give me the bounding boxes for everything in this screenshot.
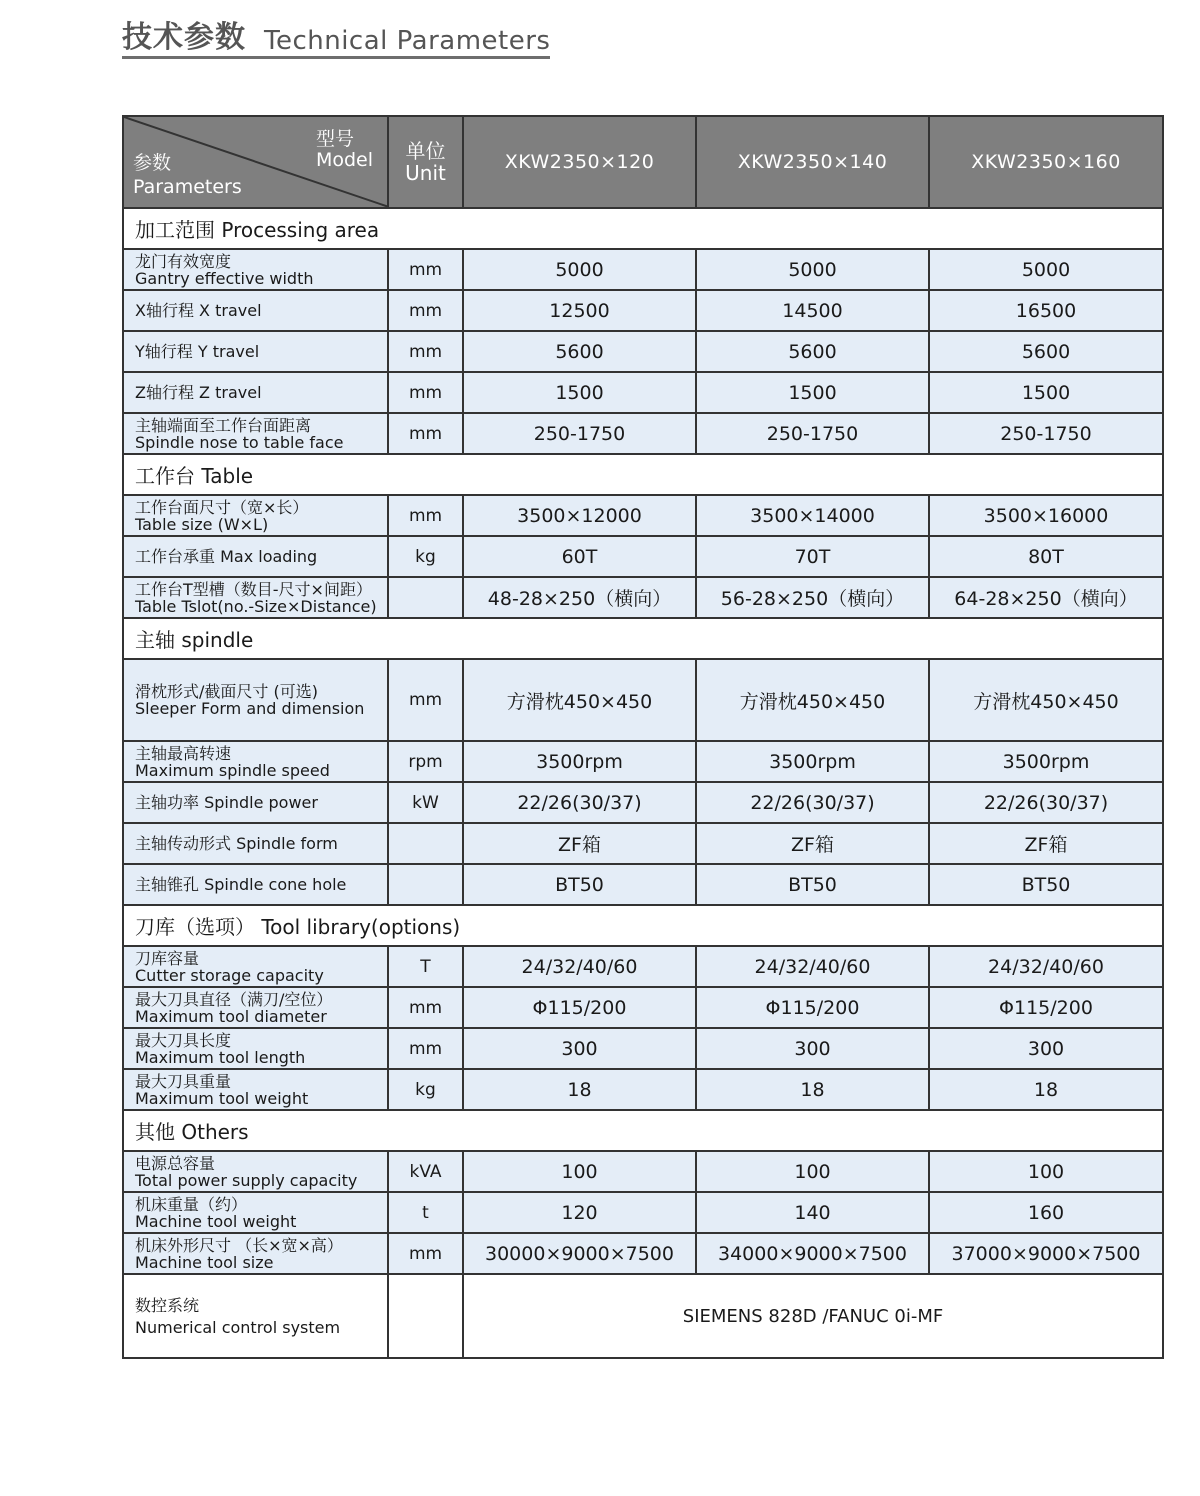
row-unit (388, 1274, 463, 1358)
row-unit (388, 864, 463, 905)
label-cn: 机床外形尺寸 （长×宽×高） (135, 1235, 343, 1255)
table-row (123, 1028, 1163, 1069)
row-label (123, 1069, 388, 1110)
row-label (123, 413, 388, 454)
row-unit: kg (388, 536, 463, 577)
row-unit: mm (388, 659, 463, 741)
table-row (123, 495, 1163, 536)
row-value: BT50 (463, 864, 696, 905)
header-model-cn: 型号 (315, 128, 354, 150)
header-unit-en: Unit (405, 161, 446, 185)
label-en: Maximum tool weight (135, 1088, 309, 1108)
row-unit (388, 823, 463, 864)
row-value: 18 (929, 1069, 1163, 1110)
row-value: 300 (929, 1028, 1163, 1069)
label-cn: 最大刀具长度 (135, 1030, 232, 1050)
row-unit: mm (388, 372, 463, 413)
row-value: 100 (696, 1151, 929, 1192)
row-unit: mm (388, 413, 463, 454)
label-cn: 主轴端面至工作台面距离 (135, 415, 312, 435)
label-en: Cutter storage capacity (135, 965, 324, 985)
row-value: 22/26(30/37) (929, 782, 1163, 823)
table-row (123, 536, 1163, 577)
row-unit: mm (388, 495, 463, 536)
title-underline (122, 56, 550, 59)
label-en: Machine tool weight (135, 1211, 297, 1231)
section-spindle: 主轴 spindle (123, 618, 1163, 659)
label-en: Table size (W×L) (135, 514, 269, 534)
row-value: 160 (929, 1192, 1163, 1233)
row-value: 30000×9000×7500 (463, 1233, 696, 1274)
header-param-cn: 参数 (133, 152, 172, 174)
row-unit: kg (388, 1069, 463, 1110)
row-value: 12500 (463, 290, 696, 331)
header-unit (388, 116, 463, 208)
table-row (123, 1274, 1163, 1358)
row-value: Φ115/200 (696, 987, 929, 1028)
header-param-en: Parameters (133, 176, 242, 198)
table-row (123, 987, 1163, 1028)
table-row (123, 372, 1163, 413)
row-value: 5600 (696, 331, 929, 372)
table-row (123, 823, 1163, 864)
row-value: 3500×16000 (929, 495, 1163, 536)
label-cn: 最大刀具直径（满刀/空位） (135, 989, 333, 1009)
label-cn: 电源总容量 (135, 1153, 216, 1173)
row-label (123, 1274, 388, 1358)
row-value: BT50 (929, 864, 1163, 905)
row-label (123, 741, 388, 782)
section-table: 工作台 Table (123, 454, 1163, 495)
row-label (123, 987, 388, 1028)
table-row (123, 1069, 1163, 1110)
row-value: 3500rpm (463, 741, 696, 782)
header-model-1: XKW2350×120 (463, 116, 696, 208)
label-en: Maximum spindle speed (135, 760, 330, 780)
row-label: 工作台承重 Max loading (123, 536, 388, 577)
row-value: 80T (929, 536, 1163, 577)
row-unit: t (388, 1192, 463, 1233)
header-unit-cn: 单位 (405, 139, 446, 163)
row-value: 3500×12000 (463, 495, 696, 536)
row-unit: T (388, 946, 463, 987)
row-label (123, 659, 388, 741)
row-value: ZF箱 (929, 823, 1163, 864)
row-unit: mm (388, 987, 463, 1028)
row-label: 主轴功率 Spindle power (123, 782, 388, 823)
row-unit: mm (388, 249, 463, 290)
section-processing-area: 加工范围 Processing area (123, 208, 1163, 249)
row-label (123, 577, 388, 618)
row-label (123, 495, 388, 536)
row-label (123, 946, 388, 987)
row-unit: rpm (388, 741, 463, 782)
row-value: 16500 (929, 290, 1163, 331)
row-value: 300 (463, 1028, 696, 1069)
row-value: Φ115/200 (929, 987, 1163, 1028)
table-header-row (123, 116, 1163, 208)
row-value: 3500rpm (696, 741, 929, 782)
row-value: 100 (929, 1151, 1163, 1192)
row-value: 64-28×250（横向） (929, 577, 1163, 618)
header-model-3: XKW2350×160 (929, 116, 1163, 208)
label-en: Gantry effective width (135, 268, 314, 288)
table-row (123, 946, 1163, 987)
row-value: 18 (463, 1069, 696, 1110)
table-row (123, 864, 1163, 905)
table-row (123, 331, 1163, 372)
row-value: ZF箱 (463, 823, 696, 864)
row-unit: kVA (388, 1151, 463, 1192)
label-cn: 机床重量（约） (135, 1194, 248, 1214)
row-label (123, 1028, 388, 1069)
row-value: 300 (696, 1028, 929, 1069)
table-row (123, 659, 1163, 741)
row-value: 70T (696, 536, 929, 577)
row-value: 方滑枕450×450 (463, 659, 696, 741)
table-row (123, 782, 1163, 823)
row-value: 34000×9000×7500 (696, 1233, 929, 1274)
row-value: 1500 (696, 372, 929, 413)
row-unit: mm (388, 1028, 463, 1069)
table-row (123, 741, 1163, 782)
label-en: Maximum tool length (135, 1047, 306, 1067)
label-cn: 龙门有效宽度 (135, 251, 232, 271)
row-value: 3500rpm (929, 741, 1163, 782)
row-value: 37000×9000×7500 (929, 1233, 1163, 1274)
row-unit: kW (388, 782, 463, 823)
table-row (123, 1192, 1163, 1233)
row-value: 18 (696, 1069, 929, 1110)
label-en: Machine tool size (135, 1252, 274, 1272)
row-value: 60T (463, 536, 696, 577)
row-value: 方滑枕450×450 (696, 659, 929, 741)
label-en: Numerical control system (135, 1317, 341, 1337)
table-row (123, 290, 1163, 331)
row-value: 5000 (463, 249, 696, 290)
row-label: Z轴行程 Z travel (123, 372, 388, 413)
row-value: 24/32/40/60 (696, 946, 929, 987)
label-en: Maximum tool diameter (135, 1006, 327, 1026)
row-unit: mm (388, 290, 463, 331)
row-value: Φ115/200 (463, 987, 696, 1028)
row-value: 120 (463, 1192, 696, 1233)
label-cn: 最大刀具重量 (135, 1071, 232, 1091)
row-value: 100 (463, 1151, 696, 1192)
label-cn: 刀库容量 (135, 948, 200, 968)
row-unit (388, 577, 463, 618)
row-value: 140 (696, 1192, 929, 1233)
label-cn: 工作台T型槽（数目-尺寸×间距） (135, 579, 372, 599)
table-row (123, 1233, 1163, 1274)
row-unit: mm (388, 331, 463, 372)
label-cn: 滑枕形式/截面尺寸 (可选) (135, 682, 318, 701)
title-en: Technical Parameters (264, 26, 551, 56)
label-cn: 主轴最高转速 (135, 743, 232, 763)
row-value: 24/32/40/60 (463, 946, 696, 987)
row-value: 48-28×250（横向） (463, 577, 696, 618)
row-value: 14500 (696, 290, 929, 331)
row-value: 22/26(30/37) (696, 782, 929, 823)
header-model-2: XKW2350×140 (696, 116, 929, 208)
row-value: BT50 (696, 864, 929, 905)
nc-system-value: SIEMENS 828D /FANUC 0i-MF (463, 1274, 1163, 1358)
technical-parameters-table (122, 115, 1164, 1359)
row-label (123, 1151, 388, 1192)
row-label: 主轴传动形式 Spindle form (123, 823, 388, 864)
row-value: 5000 (696, 249, 929, 290)
label-en: Sleeper Form and dimension (135, 699, 365, 718)
row-value: 1500 (929, 372, 1163, 413)
title-cn: 技术参数 (122, 20, 246, 55)
label-en: Table Tslot(no.-Size×Distance) (135, 596, 377, 616)
header-model-label (316, 129, 373, 171)
row-value: 24/32/40/60 (929, 946, 1163, 987)
row-unit: mm (388, 1233, 463, 1274)
table-row (123, 413, 1163, 454)
row-value: 250-1750 (929, 413, 1163, 454)
label-en: Spindle nose to table face (135, 432, 344, 452)
row-label: X轴行程 X travel (123, 290, 388, 331)
label-en: Total power supply capacity (135, 1170, 358, 1190)
page-title (122, 14, 550, 56)
table-row (123, 577, 1163, 618)
label-cn: 数控系统 (135, 1295, 200, 1315)
row-value: 250-1750 (463, 413, 696, 454)
table-row (123, 249, 1163, 290)
label-cn: 工作台面尺寸（宽×长） (135, 497, 309, 517)
row-label (123, 1192, 388, 1233)
header-parameters-label (133, 151, 242, 199)
table-row (123, 1151, 1163, 1192)
row-value: 3500×14000 (696, 495, 929, 536)
row-value: 5600 (929, 331, 1163, 372)
row-label (123, 249, 388, 290)
row-label: 主轴锥孔 Spindle cone hole (123, 864, 388, 905)
row-label (123, 1233, 388, 1274)
row-value: 56-28×250（横向） (696, 577, 929, 618)
row-label: Y轴行程 Y travel (123, 331, 388, 372)
section-others: 其他 Others (123, 1110, 1163, 1151)
row-value: 1500 (463, 372, 696, 413)
row-value: 22/26(30/37) (463, 782, 696, 823)
row-value: ZF箱 (696, 823, 929, 864)
row-value: 5000 (929, 249, 1163, 290)
row-value: 250-1750 (696, 413, 929, 454)
header-diagonal-cell (123, 116, 388, 208)
row-value: 方滑枕450×450 (929, 659, 1163, 741)
row-value: 5600 (463, 331, 696, 372)
header-model-en: Model (315, 149, 373, 171)
section-tool-library: 刀库（选项） Tool library(options) (123, 905, 1163, 946)
